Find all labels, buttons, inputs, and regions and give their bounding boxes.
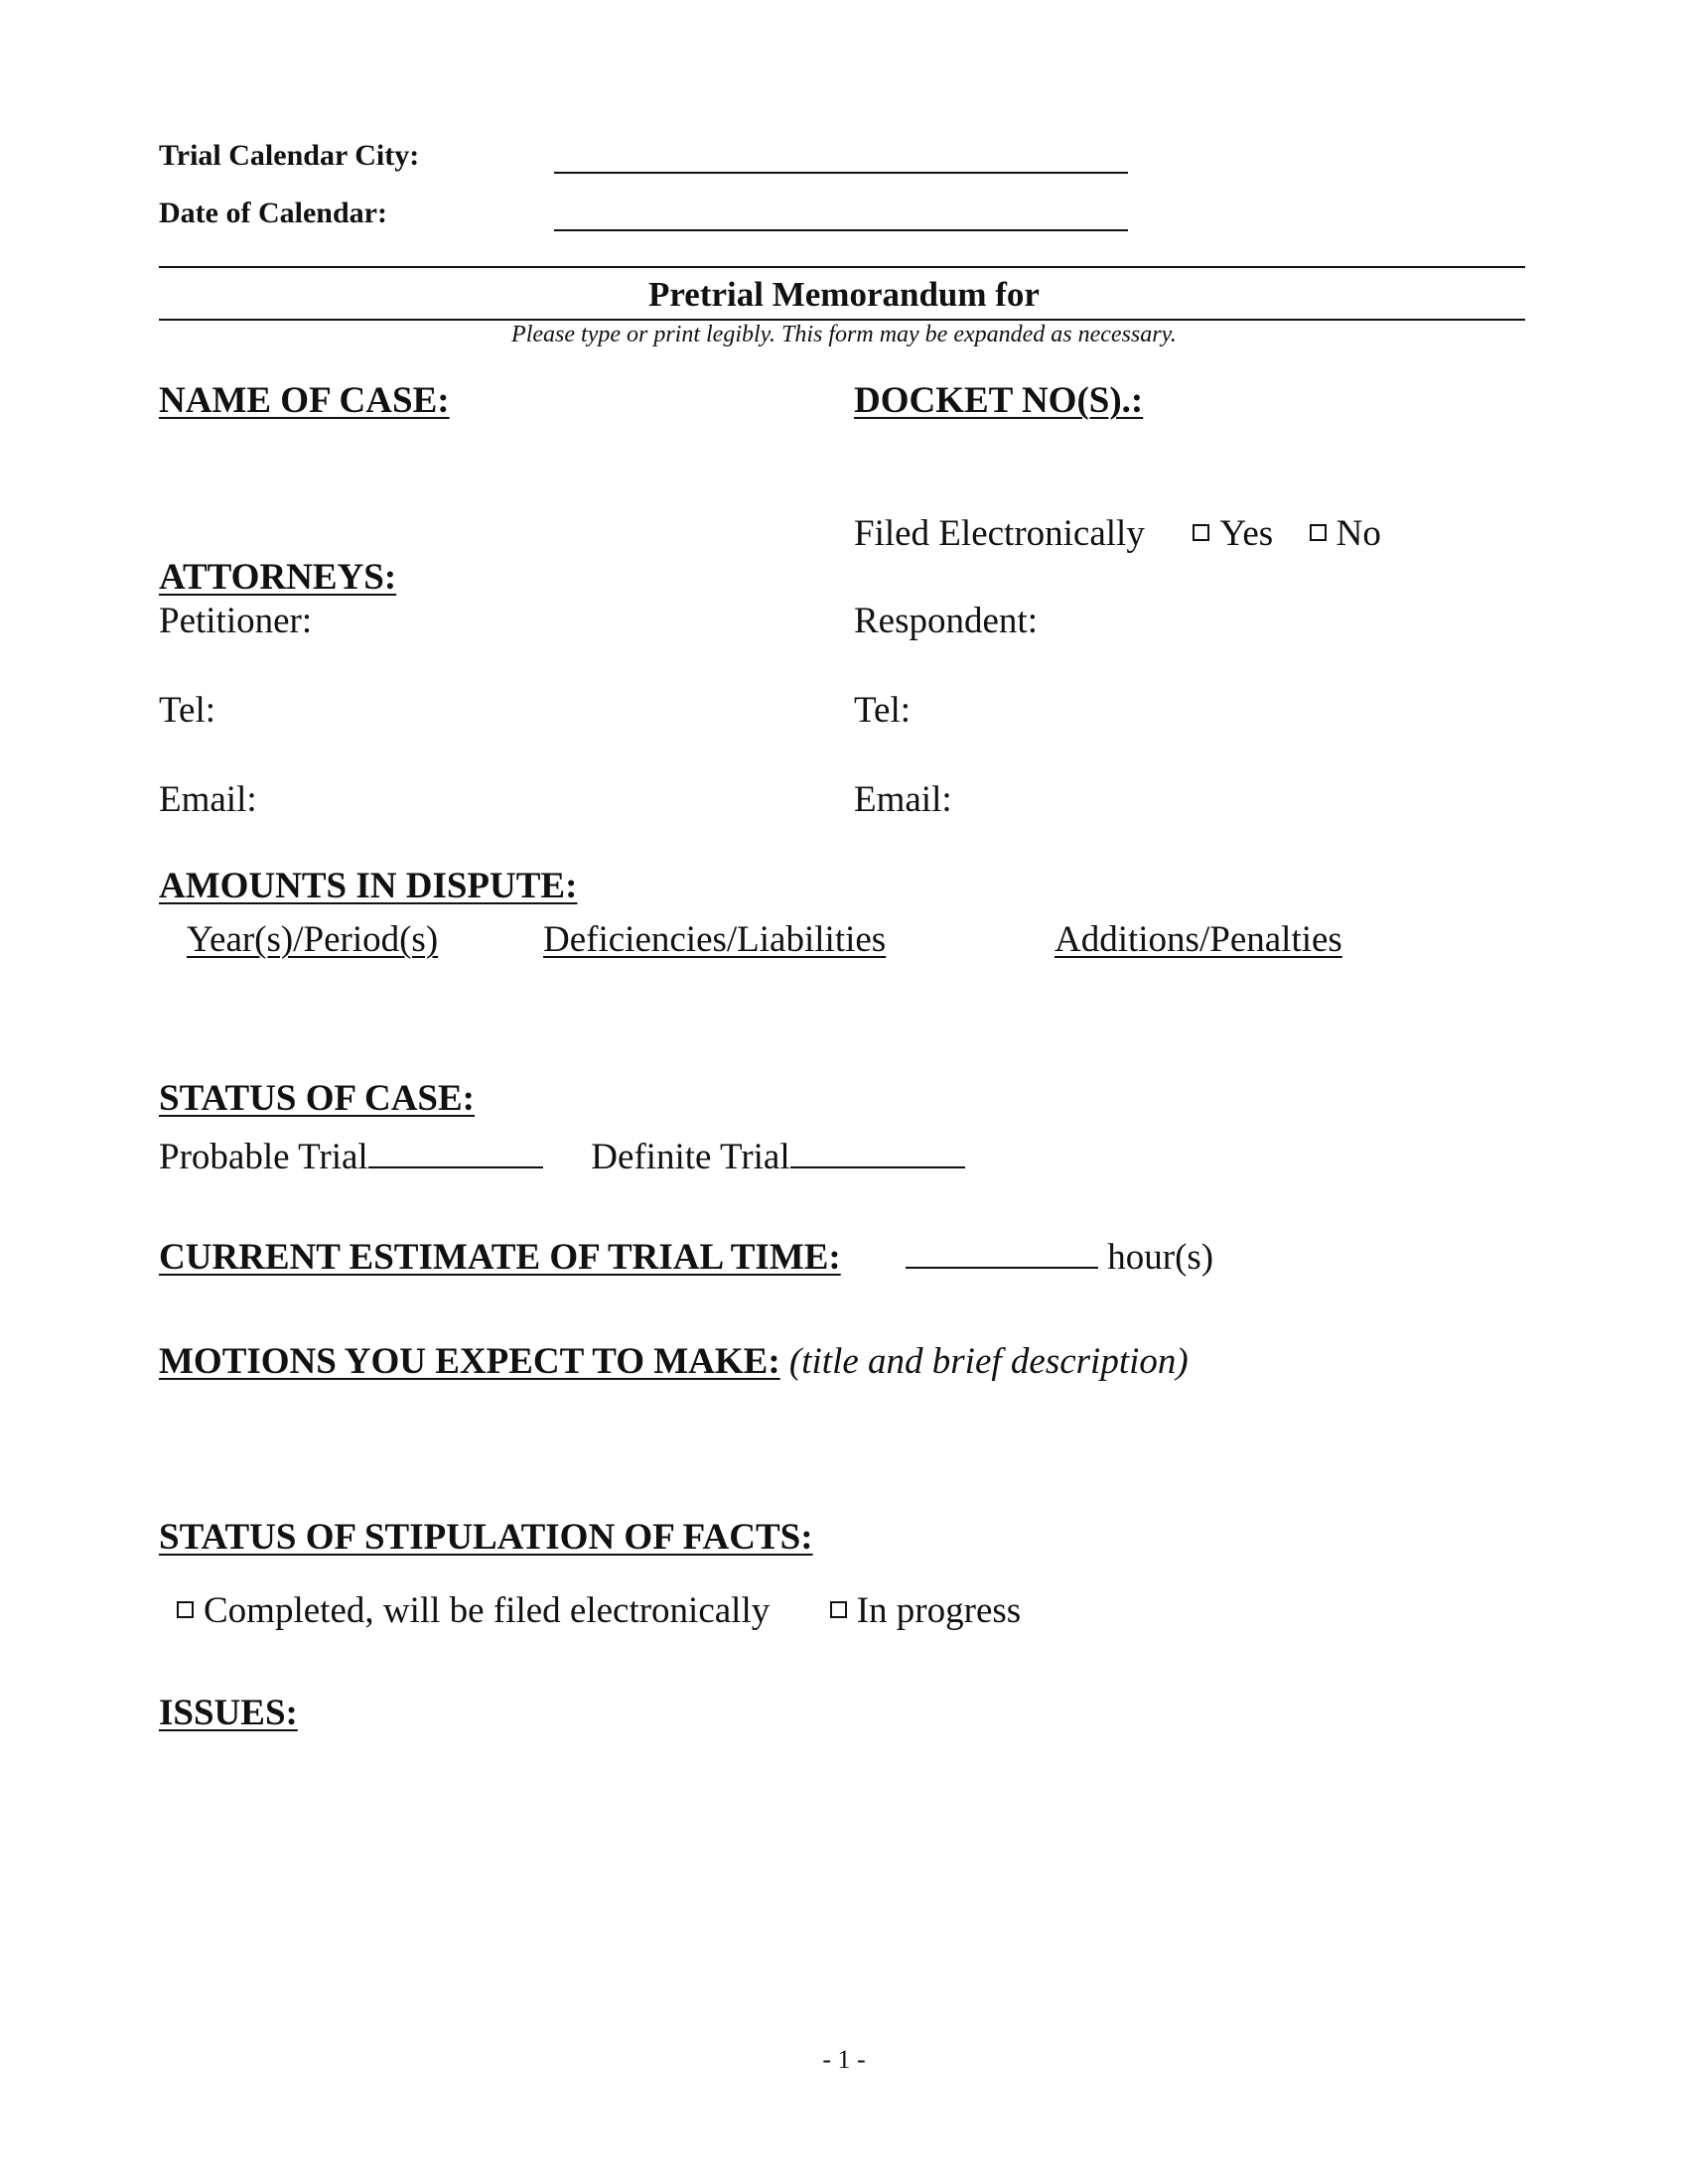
page-title: Pretrial Memorandum for [648, 275, 1040, 314]
respondent-label: Respondent: [854, 601, 1038, 641]
title-bottom-rule [159, 319, 1525, 321]
motions-heading: MOTIONS YOU EXPECT TO MAKE: [159, 1341, 780, 1382]
docket-label: DOCKET NO(S).: [854, 380, 1144, 421]
amounts-heading: AMOUNTS IN DISPUTE: [159, 866, 578, 906]
stipulation-in-progress-checkbox[interactable] [830, 1601, 847, 1618]
respondent-email-label: Email: [854, 779, 952, 820]
filed-no-checkbox[interactable] [1310, 524, 1327, 541]
stipulation-heading: STATUS OF STIPULATION OF FACTS: [159, 1517, 813, 1558]
petitioner-email-label: Email: [159, 779, 257, 820]
motions-note: (title and brief description) [788, 1341, 1189, 1382]
petitioner-tel-label: Tel: [159, 690, 215, 731]
probable-trial-input[interactable] [368, 1141, 543, 1168]
filed-yes-checkbox[interactable] [1193, 524, 1209, 541]
case-name-label: NAME OF CASE: [159, 380, 450, 421]
respondent-tel-label: Tel: [854, 690, 911, 731]
column-additions: Additions/Penalties [1055, 919, 1342, 960]
status-row [159, 1136, 965, 1178]
estimate-heading: CURRENT ESTIMATE OF TRIAL TIME: [159, 1237, 841, 1278]
column-deficiencies: Deficiencies/Liabilities [543, 919, 887, 960]
probable-trial-label: Probable Trial [159, 1137, 368, 1177]
stipulation-completed-checkbox[interactable] [177, 1601, 194, 1618]
trial-hours-unit: hour(s) [1107, 1237, 1214, 1278]
form-instructions: Please type or print legibly. This form may be expanded as necessary. [511, 322, 1177, 347]
filed-yes-label: Yes [1219, 513, 1274, 554]
stipulation-completed-label: Completed, will be filed electronically [204, 1590, 771, 1631]
calendar-city-input[interactable] [554, 172, 1128, 174]
page-number: - 1 - [822, 2045, 866, 2074]
status-heading: STATUS OF CASE: [159, 1078, 475, 1119]
motions-row [159, 1340, 1189, 1383]
calendar-date-label: Date of Calendar: [159, 197, 387, 229]
filed-electronically-row [854, 512, 1381, 555]
estimate-row [906, 1236, 1213, 1279]
calendar-date-input[interactable] [554, 229, 1128, 231]
definite-trial-label: Definite Trial [591, 1137, 790, 1177]
stipulation-in-progress-label: In progress [856, 1590, 1022, 1631]
trial-hours-input[interactable] [906, 1241, 1098, 1269]
definite-trial-input[interactable] [790, 1141, 965, 1168]
title-top-rule [159, 266, 1525, 268]
column-years: Year(s)/Period(s) [187, 919, 439, 960]
filed-no-label: No [1336, 513, 1381, 554]
calendar-city-label: Trial Calendar City: [159, 139, 420, 172]
issues-heading: ISSUES: [159, 1693, 298, 1733]
petitioner-label: Petitioner: [159, 601, 313, 641]
attorneys-heading: ATTORNEYS: [159, 557, 397, 598]
stipulation-row [177, 1589, 1021, 1632]
filed-electronically-label: Filed Electronically [854, 513, 1145, 554]
